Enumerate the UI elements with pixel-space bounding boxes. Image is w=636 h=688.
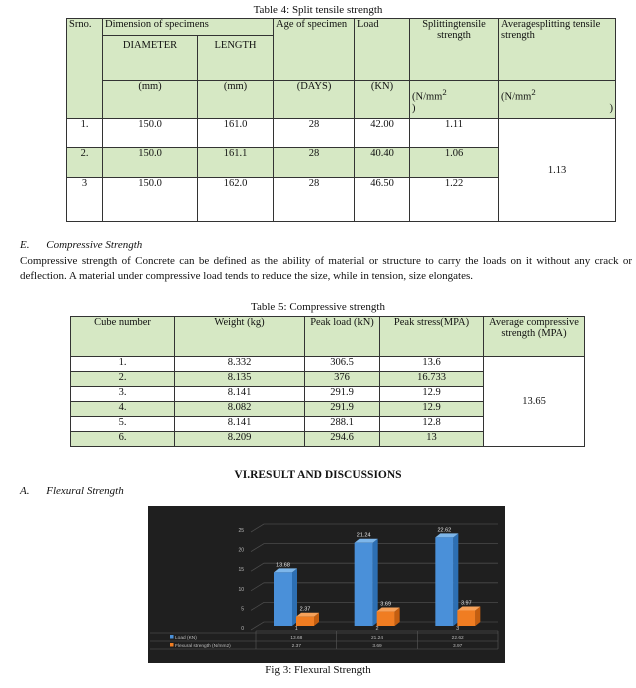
- section-e-title: Compressive Strength: [46, 239, 143, 251]
- table-cell: 161.0: [198, 119, 274, 148]
- table-cell: 4.: [71, 402, 175, 417]
- table-cell: 2.: [71, 372, 175, 387]
- legend-label: Flexural strength (N/mm2): [175, 644, 231, 649]
- table-value: 3.97: [452, 644, 463, 649]
- table-cell: 28: [274, 178, 355, 222]
- header-peakstress: Peak stress(MPA): [380, 317, 484, 357]
- table-value: 13.68: [290, 636, 303, 641]
- header-srno-cont: [67, 36, 103, 81]
- table-value: 22.62: [451, 636, 464, 641]
- y-tick-label: 10: [238, 586, 244, 593]
- table-cell: 1.: [67, 119, 103, 148]
- legend-label: Load (KN): [175, 636, 197, 641]
- table-cell: 8.082: [175, 402, 305, 417]
- header-srno: Srno.: [67, 19, 103, 36]
- x-tick-label: 1: [294, 626, 298, 632]
- unit-load: (KN): [355, 81, 410, 119]
- unit-length: (mm): [198, 81, 274, 119]
- table-cell: 8.332: [175, 357, 305, 372]
- figure-caption: Fig 3: Flexural Strength: [265, 664, 371, 676]
- results-heading: VI.RESULT AND DISCUSSIONS: [234, 469, 402, 481]
- y-tick-label: 25: [238, 528, 244, 534]
- table-cell: 306.5: [305, 357, 380, 372]
- table-cell: 162.0: [198, 178, 274, 222]
- section-a-heading: [20, 485, 124, 497]
- unit-avg-close: ): [609, 102, 614, 114]
- table-cell: 8.209: [175, 432, 305, 447]
- table-cell: 150.0: [103, 148, 198, 178]
- bar: [355, 543, 373, 626]
- table-cell: 3.: [71, 387, 175, 402]
- table-cell: 12.8: [380, 417, 484, 432]
- unit-split-close: ): [412, 102, 416, 114]
- y-tick-label: 15: [238, 567, 244, 574]
- table-cell: 1.06: [410, 148, 499, 178]
- unit-split: [410, 81, 499, 119]
- y-tick-label: 0: [241, 626, 244, 632]
- table4-caption: Table 4: Split tensile strength: [253, 4, 383, 16]
- table-cell: 1.22: [410, 178, 499, 222]
- table-cell: 294.6: [305, 432, 380, 447]
- table-cell: 2.: [67, 148, 103, 178]
- bar: [377, 612, 395, 626]
- table-cell: 3: [67, 178, 103, 222]
- bar: [274, 572, 292, 626]
- header-split: Splittingtensile strength: [410, 19, 499, 81]
- table-cell: 161.1: [198, 148, 274, 178]
- table-cell: 28: [274, 148, 355, 178]
- table-cell: 40.40: [355, 148, 410, 178]
- table-cell: 8.141: [175, 387, 305, 402]
- data-label: 21.24: [356, 532, 371, 539]
- compressive-table: [70, 316, 585, 447]
- table-cell: 288.1: [305, 417, 380, 432]
- unit-srno: [67, 81, 103, 119]
- table5-caption: Table 5: Compressive strength: [251, 301, 385, 313]
- table-cell: 16.733: [380, 372, 484, 387]
- header-dimension: Dimension of specimens: [103, 19, 274, 36]
- header-age: Age of specimen: [274, 19, 355, 81]
- section-e-heading: [20, 239, 142, 251]
- split-tensile-table: [66, 18, 616, 222]
- x-tick-label: 3: [456, 626, 460, 632]
- x-tick-label: 2: [375, 626, 379, 632]
- table-cell: 8.141: [175, 417, 305, 432]
- y-tick-label: 20: [238, 547, 244, 554]
- data-label: 3.97: [460, 600, 472, 607]
- table-cell: 150.0: [103, 119, 198, 148]
- y-tick-label: 5: [241, 606, 244, 613]
- table-value: 3.69: [372, 644, 382, 649]
- table-cell: 5.: [71, 417, 175, 432]
- unit-avg-sup: 2: [531, 87, 536, 97]
- header-peakload: Peak load (kN): [305, 317, 380, 357]
- table-cell: 28: [274, 119, 355, 148]
- header-cube: Cube number: [71, 317, 175, 357]
- header-diameter: DIAMETER: [103, 36, 198, 81]
- section-a-title: Flexural Strength: [46, 485, 124, 497]
- header-load: Load: [355, 19, 410, 81]
- data-label: 2.37: [299, 606, 311, 613]
- unit-split-base: (N/mm: [412, 91, 443, 103]
- section-e-paragraph: Compressive strength of Concrete can be defined as the ability of material or structure to carry the loads on it without any crack or deflection. A material under compressive load tends to reduce the size, while in tension, size elongates.: [20, 255, 632, 282]
- table-value: 2.37: [291, 644, 302, 649]
- table-cell: 8.135: [175, 372, 305, 387]
- unit-avg: [499, 81, 616, 119]
- unit-split-sup: 2: [442, 87, 447, 97]
- table-value: 21.24: [370, 636, 384, 641]
- avg-compressive-value: 13.65: [484, 357, 585, 447]
- unit-age: (DAYS): [274, 81, 355, 119]
- unit-diameter: (mm): [103, 81, 198, 119]
- table-cell: 1.11: [410, 119, 499, 148]
- header-avg-compressive: Average compressive strength (MPA): [484, 317, 585, 357]
- header-avg: Averagesplitting tensile strength: [499, 19, 616, 81]
- avg-split-value: 1.13: [499, 119, 616, 222]
- table-cell: 13: [380, 432, 484, 447]
- table-cell: 376: [305, 372, 380, 387]
- table-cell: 291.9: [305, 387, 380, 402]
- bar: [296, 617, 314, 626]
- data-label: 3.69: [380, 601, 392, 608]
- header-length: LENGTH: [198, 36, 274, 81]
- table-cell: 291.9: [305, 402, 380, 417]
- table-cell: 46.50: [355, 178, 410, 222]
- unit-avg-base: (N/mm: [501, 91, 532, 103]
- legend-swatch: [170, 635, 174, 639]
- flexural-strength-chart: [148, 506, 505, 663]
- table-cell: 12.9: [380, 402, 484, 417]
- table-cell: 150.0: [103, 178, 198, 222]
- table-cell: 1.: [71, 357, 175, 372]
- section-e-label: E.: [20, 239, 30, 251]
- table-cell: 13.6: [380, 357, 484, 372]
- header-weight: Weight (kg): [175, 317, 305, 357]
- data-label: 13.68: [276, 562, 290, 569]
- table-cell: 12.9: [380, 387, 484, 402]
- table-cell: 6.: [71, 432, 175, 447]
- gridline: [251, 524, 498, 532]
- data-label: 22.62: [437, 527, 452, 534]
- table-cell: 42.00: [355, 119, 410, 148]
- legend-swatch: [170, 643, 174, 647]
- bar: [457, 610, 475, 626]
- bar: [435, 537, 453, 626]
- section-a-label: A.: [20, 485, 30, 497]
